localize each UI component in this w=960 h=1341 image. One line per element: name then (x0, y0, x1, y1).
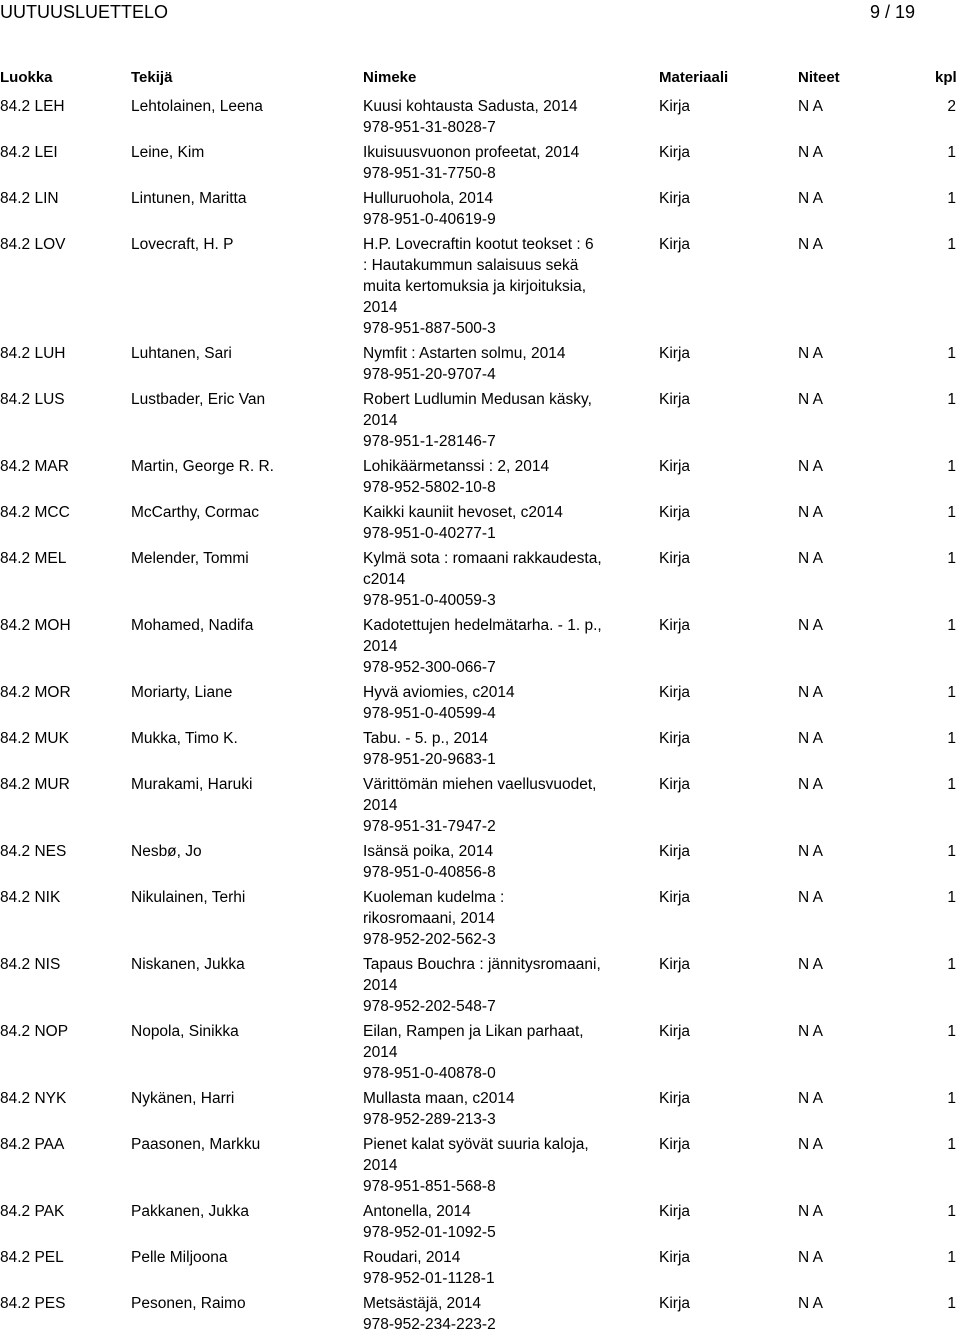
entry-title-line: 2014 (363, 977, 398, 994)
entry-material: Kirja (659, 776, 691, 793)
entry-count: 1 (947, 1203, 956, 1220)
entry-class: 84.2 NES (0, 843, 67, 860)
entry-author: Nykänen, Harri (131, 1090, 235, 1107)
entry-title (363, 887, 633, 950)
entry-copies-status: N A (798, 1023, 823, 1040)
entry-title (363, 456, 633, 498)
entry-title (363, 96, 633, 138)
entry-isbn: 978-952-202-562-3 (363, 931, 496, 948)
entry-material: Kirja (659, 730, 691, 747)
entry-title-line: Ikuisuusvuonon profeetat, 2014 (363, 144, 580, 161)
entry-material: Kirja (659, 345, 691, 362)
entry-isbn: 978-951-0-40619-9 (363, 211, 496, 228)
entry-count: 1 (947, 1090, 956, 1107)
entry-author: Moriarty, Liane (131, 684, 233, 701)
entry-title-line: muita kertomuksia ja kirjoituksia, (363, 278, 587, 295)
entry-count: 1 (947, 1023, 956, 1040)
list-item (0, 389, 960, 456)
entry-title-line: rikosromaani, 2014 (363, 910, 495, 927)
entry-material: Kirja (659, 1090, 691, 1107)
entry-title (363, 1088, 633, 1130)
entry-isbn: 978-951-31-8028-7 (363, 119, 496, 136)
entry-author: Lustbader, Eric Van (131, 391, 266, 408)
entry-class: 84.2 NIK (0, 889, 61, 906)
list-item (0, 234, 960, 343)
entry-title-line: Robert Ludlumin Medusan käsky, (363, 391, 592, 408)
entry-count: 1 (947, 550, 956, 567)
entry-copies-status: N A (798, 956, 823, 973)
page-number: 9 / 19 (869, 2, 915, 22)
column-header-luokka: Luokka (0, 69, 53, 86)
entry-title (363, 954, 633, 1017)
list-item (0, 887, 960, 954)
page-header (0, 0, 960, 26)
entry-class: 84.2 LOV (0, 236, 66, 253)
entry-title-line: Nymfit : Astarten solmu, 2014 (363, 345, 566, 362)
entry-copies-status: N A (798, 504, 823, 521)
column-header-tekija: Tekijä (131, 69, 173, 86)
entry-title (363, 1134, 633, 1197)
entry-class: 84.2 LEI (0, 144, 58, 161)
entry-author: Luhtanen, Sari (131, 345, 232, 362)
entry-title-line: 2014 (363, 638, 398, 655)
entry-isbn: 978-951-31-7947-2 (363, 818, 496, 835)
entry-title-line: Kaikki kauniit hevoset, c2014 (363, 504, 563, 521)
entry-count: 1 (947, 684, 956, 701)
entry-isbn: 978-951-20-9707-4 (363, 366, 496, 383)
entry-copies-status: N A (798, 684, 823, 701)
entry-isbn: 978-951-0-40059-3 (363, 592, 496, 609)
entry-isbn: 978-952-01-1092-5 (363, 1224, 496, 1241)
list-item (0, 615, 960, 682)
entry-title-line: Kadotettujen hedelmätarha. - 1. p., (363, 617, 602, 634)
entry-title (363, 188, 633, 230)
entry-material: Kirja (659, 956, 691, 973)
entry-copies-status: N A (798, 1090, 823, 1107)
entry-class: 84.2 LUS (0, 391, 65, 408)
entry-author: Lintunen, Maritta (131, 190, 247, 207)
entry-count: 1 (947, 1295, 956, 1312)
entry-class: 84.2 NIS (0, 956, 61, 973)
entry-count: 1 (947, 956, 956, 973)
entry-material: Kirja (659, 458, 691, 475)
list-item (0, 96, 960, 142)
entry-material: Kirja (659, 1136, 691, 1153)
entry-title-line: Eilan, Rampen ja Likan parhaat, (363, 1023, 584, 1040)
entry-copies-status: N A (798, 391, 823, 408)
entry-count: 1 (947, 776, 956, 793)
list-item (0, 456, 960, 502)
entry-author: Mohamed, Nadifa (131, 617, 254, 634)
entry-title (363, 1247, 633, 1289)
list-item (0, 1134, 960, 1201)
entry-copies-status: N A (798, 889, 823, 906)
entry-copies-status: N A (798, 730, 823, 747)
column-header-kpl: kpl (935, 69, 957, 86)
entry-class: 84.2 MUR (0, 776, 70, 793)
entry-title (363, 234, 633, 339)
entry-copies-status: N A (798, 1249, 823, 1266)
entry-title (363, 728, 633, 770)
entry-title-line: Kuoleman kudelma : (363, 889, 505, 906)
entry-author: Mukka, Timo K. (131, 730, 238, 747)
entry-copies-status: N A (798, 843, 823, 860)
entry-copies-status: N A (798, 458, 823, 475)
entry-isbn: 978-952-5802-10-8 (363, 479, 496, 496)
entry-count: 1 (947, 236, 956, 253)
entry-title-line: Lohikäärmetanssi : 2, 2014 (363, 458, 550, 475)
entry-material: Kirja (659, 843, 691, 860)
list-item (0, 954, 960, 1021)
list-item (0, 343, 960, 389)
entry-title (363, 774, 633, 837)
entry-title-line: Hulluruohola, 2014 (363, 190, 494, 207)
entry-isbn: 978-951-0-40277-1 (363, 525, 496, 542)
entry-count: 1 (947, 1136, 956, 1153)
entry-class: 84.2 LEH (0, 98, 65, 115)
entry-class: 84.2 PEL (0, 1249, 64, 1266)
entry-author: McCarthy, Cormac (131, 504, 260, 521)
entry-class: 84.2 MAR (0, 458, 69, 475)
entry-copies-status: N A (798, 1203, 823, 1220)
entry-material: Kirja (659, 98, 691, 115)
entry-isbn: 978-951-1-28146-7 (363, 433, 496, 450)
entry-title (363, 841, 633, 883)
entry-count: 1 (947, 843, 956, 860)
entry-isbn: 978-952-289-213-3 (363, 1111, 496, 1128)
entry-material: Kirja (659, 391, 691, 408)
entry-material: Kirja (659, 1249, 691, 1266)
entry-title-line: Hyvä aviomies, c2014 (363, 684, 515, 701)
entry-title-line: 2014 (363, 1157, 398, 1174)
entry-author: Paasonen, Markku (131, 1136, 261, 1153)
entry-author: Lehtolainen, Leena (131, 98, 263, 115)
entry-count: 1 (947, 345, 956, 362)
entry-title-line: Pienet kalat syövät suuria kaloja, (363, 1136, 589, 1153)
list-item (0, 1247, 960, 1293)
entry-count: 1 (947, 1249, 956, 1266)
list-item (0, 1201, 960, 1247)
entry-title (363, 1201, 633, 1243)
entry-count: 1 (947, 504, 956, 521)
entry-isbn: 978-951-0-40599-4 (363, 705, 496, 722)
entry-class: 84.2 PES (0, 1295, 66, 1312)
entry-title (363, 615, 633, 678)
entry-author: Martin, George R. R. (131, 458, 274, 475)
entry-class: 84.2 LIN (0, 190, 59, 207)
entry-title (363, 502, 633, 544)
entry-class: 84.2 MEL (0, 550, 67, 567)
list-item (0, 502, 960, 548)
entry-material: Kirja (659, 684, 691, 701)
list-item (0, 548, 960, 615)
entry-class: 84.2 NYK (0, 1090, 67, 1107)
entry-title-line: 2014 (363, 797, 398, 814)
entry-title-line: 2014 (363, 412, 398, 429)
entry-author: Melender, Tommi (131, 550, 249, 567)
entry-material: Kirja (659, 1023, 691, 1040)
entry-copies-status: N A (798, 236, 823, 253)
entry-title (363, 1293, 633, 1335)
entry-material: Kirja (659, 1203, 691, 1220)
entry-count: 1 (947, 144, 956, 161)
entry-copies-status: N A (798, 1295, 823, 1312)
entry-count: 2 (947, 98, 956, 115)
entry-isbn: 978-951-20-9683-1 (363, 751, 496, 768)
entry-copies-status: N A (798, 144, 823, 161)
entry-title-line: Mullasta maan, c2014 (363, 1090, 515, 1107)
list-item (0, 1021, 960, 1088)
entry-material: Kirja (659, 144, 691, 161)
list-item (0, 142, 960, 188)
entry-title-line: Metsästäjä, 2014 (363, 1295, 482, 1312)
list-item (0, 728, 960, 774)
document-title: UUTUUSLUETTELO (0, 2, 169, 22)
entry-count: 1 (947, 190, 956, 207)
entry-title-line: H.P. Lovecraftin kootut teokset : 6 (363, 236, 594, 253)
entry-class: 84.2 MOR (0, 684, 71, 701)
entry-title-line: Tabu. - 5. p., 2014 (363, 730, 488, 747)
entry-copies-status: N A (798, 550, 823, 567)
entry-author: Pelle Miljoona (131, 1249, 228, 1266)
entry-count: 1 (947, 889, 956, 906)
entry-isbn: 978-951-31-7750-8 (363, 165, 496, 182)
entry-class: 84.2 LUH (0, 345, 66, 362)
entry-title (363, 343, 633, 385)
entry-class: 84.2 PAA (0, 1136, 65, 1153)
entry-author: Niskanen, Jukka (131, 956, 245, 973)
entry-title-line: 2014 (363, 299, 398, 316)
entry-author: Leine, Kim (131, 144, 205, 161)
entry-class: 84.2 MCC (0, 504, 70, 521)
entry-count: 1 (947, 730, 956, 747)
column-header-nimeke: Nimeke (363, 69, 417, 86)
entry-title-line: Roudari, 2014 (363, 1249, 461, 1266)
entry-title-line: Tapaus Bouchra : jännitysromaani, (363, 956, 601, 973)
list-item (0, 774, 960, 841)
entry-author: Nikulainen, Terhi (131, 889, 246, 906)
entry-title-line: Kylmä sota : romaani rakkaudesta, (363, 550, 602, 567)
entry-title (363, 142, 633, 184)
entry-isbn: 978-951-0-40856-8 (363, 864, 496, 881)
entry-count: 1 (947, 391, 956, 408)
entry-title (363, 1021, 633, 1084)
entry-material: Kirja (659, 617, 691, 634)
entry-copies-status: N A (798, 1136, 823, 1153)
entry-class: 84.2 PAK (0, 1203, 65, 1220)
entry-class: 84.2 MUK (0, 730, 69, 747)
entry-copies-status: N A (798, 98, 823, 115)
entry-material: Kirja (659, 190, 691, 207)
entry-isbn: 978-951-0-40878-0 (363, 1065, 496, 1082)
entry-class: 84.2 NOP (0, 1023, 69, 1040)
entry-title-line: Antonella, 2014 (363, 1203, 471, 1220)
list-item (0, 841, 960, 887)
entry-author: Lovecraft, H. P (131, 236, 234, 253)
entry-title (363, 682, 633, 724)
entry-copies-status: N A (798, 776, 823, 793)
entry-author: Pakkanen, Jukka (131, 1203, 250, 1220)
list-item (0, 188, 960, 234)
entry-copies-status: N A (798, 617, 823, 634)
entry-title (363, 548, 633, 611)
catalog-list (0, 96, 960, 1339)
entry-copies-status: N A (798, 345, 823, 362)
entry-author: Nesbø, Jo (131, 843, 202, 860)
entry-isbn: 978-952-234-223-2 (363, 1316, 496, 1333)
list-item (0, 682, 960, 728)
entry-title-line: c2014 (363, 571, 406, 588)
entry-material: Kirja (659, 504, 691, 521)
entry-count: 1 (947, 617, 956, 634)
entry-isbn: 978-952-01-1128-1 (363, 1270, 495, 1287)
list-item (0, 1293, 960, 1339)
entry-material: Kirja (659, 550, 691, 567)
entry-isbn: 978-951-851-568-8 (363, 1178, 496, 1195)
entry-title-line: 2014 (363, 1044, 398, 1061)
entry-count: 1 (947, 458, 956, 475)
entry-title-line: Värittömän miehen vaellusvuodet, (363, 776, 597, 793)
entry-isbn: 978-952-202-548-7 (363, 998, 496, 1015)
entry-isbn: 978-952-300-066-7 (363, 659, 496, 676)
entry-author: Murakami, Haruki (131, 776, 253, 793)
entry-title-line: : Hautakummun salaisuus sekä (363, 257, 579, 274)
entry-copies-status: N A (798, 190, 823, 207)
entry-author: Pesonen, Raimo (131, 1295, 246, 1312)
entry-material: Kirja (659, 1295, 691, 1312)
entry-title-line: Kuusi kohtausta Sadusta, 2014 (363, 98, 578, 115)
entry-material: Kirja (659, 236, 691, 253)
entry-title (363, 389, 633, 452)
entry-class: 84.2 MOH (0, 617, 71, 634)
entry-author: Nopola, Sinikka (131, 1023, 239, 1040)
column-header-niteet: Niteet (798, 69, 840, 86)
entry-material: Kirja (659, 889, 691, 906)
column-header-materiaali: Materiaali (659, 69, 729, 86)
list-item (0, 1088, 960, 1134)
entry-isbn: 978-951-887-500-3 (363, 320, 496, 337)
entry-title-line: Isänsä poika, 2014 (363, 843, 494, 860)
